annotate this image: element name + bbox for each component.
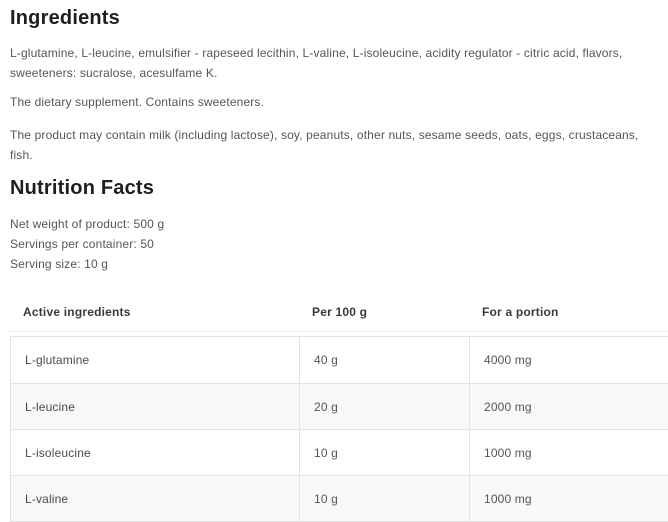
ingredients-composition-text: L-glutamine, L-leucine, emulsifier - rapeseed lecithin, L-valine, L-isoleucine, acidity regulator - citric acid, flavors, sweeteners: sucralose, acesulfame K. [10, 46, 623, 80]
nutrition-table [10, 288, 668, 522]
serving-size-line: Serving size: 10 g [10, 257, 109, 271]
column-header-per-100g: Per 100 g [312, 305, 368, 319]
table-row-l-glutamine [11, 337, 668, 383]
column-header-active-ingredients: Active ingredients [23, 305, 131, 319]
product-details-page [0, 5, 668, 522]
servings-per-container-line: Servings per container: 50 [10, 237, 154, 251]
per-portion-value-cell: 1000 mg [469, 476, 668, 521]
allergen-warning-text: The product may contain milk (including lactose), soy, peanuts, other nuts, sesame seeds, oats, eggs, crustaceans, fish. [10, 128, 639, 162]
dietary-supplement-note: The dietary supplement. Contains sweeteners. [10, 95, 265, 109]
table-row-l-isoleucine [11, 429, 668, 475]
per-portion-value-cell: 4000 mg [469, 337, 668, 383]
table-row-l-valine [11, 475, 668, 521]
per-100g-value-cell: 10 g [299, 430, 469, 475]
table-row-l-leucine [11, 383, 668, 429]
nutrition-table-header-row [10, 288, 668, 332]
per-100g-value-cell: 20 g [299, 384, 469, 429]
net-weight-line: Net weight of product: 500 g [10, 217, 165, 231]
per-100g-value-cell: 10 g [299, 476, 469, 521]
nutrition-facts-section-title: Nutrition Facts [10, 177, 155, 199]
product-info-block [10, 214, 668, 274]
ingredient-name-cell: L-leucine [25, 399, 76, 414]
ingredient-name-cell: L-glutamine [25, 353, 90, 367]
per-100g-value-cell: 40 g [299, 337, 469, 383]
ingredient-name-cell: L-valine [25, 491, 69, 506]
per-portion-value-cell: 1000 mg [469, 430, 668, 475]
nutrition-table-body [10, 336, 668, 522]
ingredients-section-title: Ingredients [10, 7, 120, 29]
column-header-for-a-portion: For a portion [482, 305, 559, 319]
ingredient-name-cell: L-isoleucine [25, 445, 91, 460]
per-portion-value-cell: 2000 mg [469, 384, 668, 429]
